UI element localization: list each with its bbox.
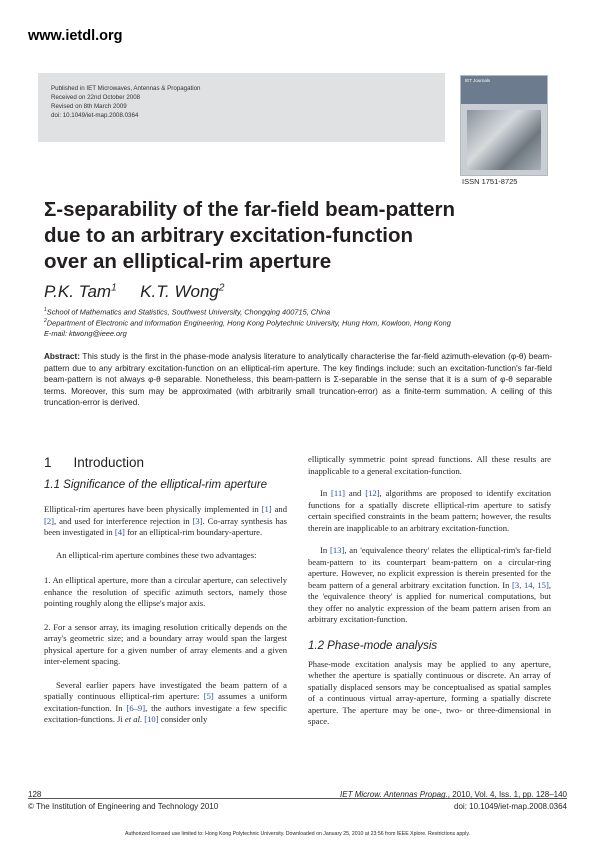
issn: ISSN 1751-8725 xyxy=(462,177,518,186)
subsection-heading-1-1: 1.1 Significance of the elliptical-rim aperture xyxy=(44,479,268,491)
journal-logo: IET Journals xyxy=(465,78,491,83)
author-1: P.K. Tam xyxy=(44,282,112,301)
footer-doi[interactable]: doi: 10.1049/iet-map.2008.0364 xyxy=(454,802,567,811)
citation-link[interactable]: [5] xyxy=(203,691,214,701)
citation-link[interactable]: [4] xyxy=(114,527,125,537)
abstract xyxy=(44,351,552,409)
list-item: 2. For a sensor array, its imaging resolution critically depends on the array's geometric size; and a boundary array would span the largest physical aperture for a given number of array elements and a given inter-element spacing. xyxy=(44,621,287,666)
author-2-affil: 2 xyxy=(218,282,225,294)
paragraph: In [13], an 'equivalence theory' relates the elliptical-rim's far-field beam-pattern to its counterpart beam-pattern on a circular-ring aperture. However, no explicit expression is therein presented for the beam pattern of a general arbitrary excitation function. In [3, 14, 15], the 'equivalence theory' is applied for numerical computations, but they offer no analytic expression of the beam pattern arisen from an arbitrary excitation-function. xyxy=(308,545,551,624)
author-list xyxy=(44,282,224,302)
list-item: 1. An elliptical aperture, more than a circular aperture, can selectively enhance the resolution of specific azimuth sectors, namely those pointing roughly along the ellipse's major axis. xyxy=(44,575,287,608)
page-number: 128 xyxy=(28,790,42,799)
citation-link[interactable]: [10] xyxy=(144,714,159,724)
citation-link[interactable]: [3, 14, 15] xyxy=(512,579,549,590)
abstract-label: Abstract: xyxy=(44,352,80,361)
paragraph: Elliptical-rim apertures have been physically implemented in [1] and [2], and used for interference rejection in [3]. Co-array synthesis has been investigated in [4] for an elliptical-rim boundary-aperture. xyxy=(44,504,288,537)
affiliation-1: $^1$School of Mathematics and Statistics, Southwest University, Chongqing 400715, China xyxy=(44,307,331,317)
citation-link[interactable]: [13] xyxy=(329,545,345,555)
journal-cover-image xyxy=(460,75,548,176)
paragraph: An elliptical-rim aperture combines these two advantages: xyxy=(56,549,257,560)
section-heading-introduction: 1 Introduction xyxy=(44,455,145,470)
paragraph: Phase-mode excitation analysis may be applied to any aperture, whether the aperture is spatially continuous or discrete. An array of spatially displaced sensors may be conceptualised as spatial samples of a continuous virtual array-aperture, forming a spatially discrete aperture. The aperture may be one-, two- or three-dimensional in space. xyxy=(308,658,551,726)
published-in: Published in IET Microwaves, Antennas & Propagation xyxy=(51,85,201,92)
citation-link[interactable]: [2] xyxy=(44,515,55,526)
right-column xyxy=(308,454,551,728)
paragraph: Several earlier papers have investigated the beam pattern of a spatially continuous elliptical-rim aperture: [5] assumes a uniform excitation-function. In [6–9], the authors investigate a few specific excitation-functions. Ji et al. [10] consider only xyxy=(44,679,288,724)
citation-link[interactable]: [1] xyxy=(261,504,272,514)
citation-link[interactable]: [11] xyxy=(331,488,346,498)
received-date: Received on 22nd October 2008 xyxy=(51,94,141,101)
citation-link[interactable]: [6–9] xyxy=(126,702,146,713)
authorized-use-notice: Authorized licensed use limited to: Hong Kong Polytechnic University. Downloaded on January 25, 2010 at 23:56 from IEEE Xplore. Restrictions apply. xyxy=(125,831,470,837)
affiliation-2: $^2$Department of Electronic and Information Engineering, Hong Kong Polytechnic University, Hung Hom, Kowloon, Hong Kong xyxy=(44,318,451,328)
revised-date: Revised on 8th March 2009 xyxy=(51,103,127,110)
paragraph: elliptically symmetric point spread functions. All these results are inapplicable to a general excitation-function. xyxy=(308,454,551,476)
paragraph: In [11] and [12], algorithms are proposed to identify excitation functions for a spatially discrete elliptical-rim aperture to satisfy certain specified constraints in the beam pattern; however, the results therein are inapplicable to an arbitrary excitation-function. xyxy=(308,488,552,533)
article-title xyxy=(44,197,564,275)
publication-info-box xyxy=(38,73,445,142)
author-1-affil: 1 xyxy=(111,282,117,294)
title-line-3: over an elliptical-rim aperture xyxy=(44,250,332,273)
author-2: K.T. Wong xyxy=(140,282,219,301)
doi-link[interactable]: doi: 10.1049/iet-map.2008.0364 xyxy=(51,112,139,119)
author-email[interactable]: E-mail: ktwong@ieee.org xyxy=(44,329,127,338)
subsection-heading-1-2: 1.2 Phase-mode analysis xyxy=(308,639,438,652)
title-line-1: Σ-separability of the far-field beam-pattern xyxy=(44,198,455,221)
journal-citation: IET Microw. Antennas Propag., 2010, Vol. 4, Iss. 1, pp. 128–140 xyxy=(340,790,567,799)
citation-link[interactable]: [12] xyxy=(365,488,380,498)
cover-antenna-image xyxy=(467,110,541,170)
site-url[interactable]: www.ietdl.org xyxy=(28,28,123,44)
title-line-2: due to an arbitrary excitation-function xyxy=(44,224,414,247)
copyright: © The Institution of Engineering and Technology 2010 xyxy=(28,802,219,811)
left-column xyxy=(44,455,287,726)
abstract-text: This study is the first in the phase-mode analysis literature to analytically characterise the far-field azimuth-elevation (φ-θ) beam-pattern due to any arbitrary excitation-function on an elliptical-rim aperture. The key findings include: such an excitation-function's far-field beam-pattern is not always φ-θ separable. Nonetheless, this beam-pattern is Σ-separable in the sense that it is a sum of φ-θ separable terms. Moreover, this sum may be approximated (with arbitrarily small truncation-error) as a finite-term summation. A ceiling of this truncation-error is derived. xyxy=(44,352,552,408)
citation-link[interactable]: [3] xyxy=(192,515,203,526)
